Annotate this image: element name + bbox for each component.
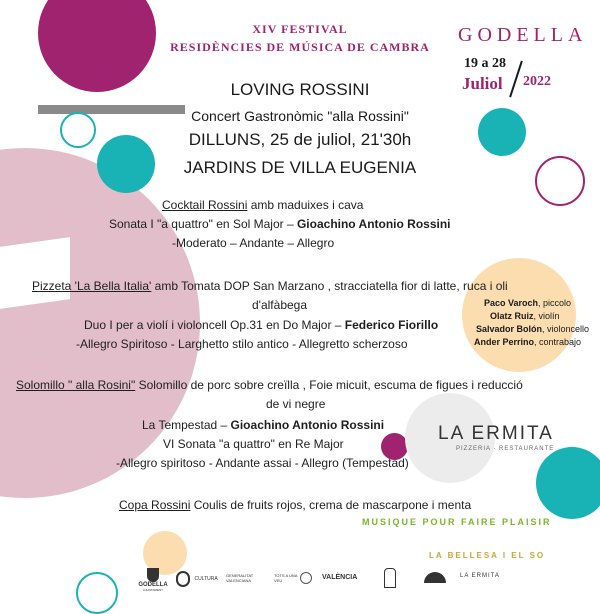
performer-3: Salvador Bolón, violoncello: [476, 324, 590, 334]
performer-4: Ander Perrino, contrabajo: [474, 337, 582, 347]
performer-1: Paco Varoch, piccolo: [484, 298, 572, 308]
course3-dish: Solomillo " alla Rosini": [16, 378, 136, 392]
festival-edition: XIV FESTIVAL: [252, 22, 348, 36]
restaurant-name: LA ERMITA: [438, 423, 554, 444]
white-stripe: [0, 237, 70, 309]
event-datetime: DILLUNS, 25 de juliol, 21'30h: [188, 130, 412, 149]
sponsor-figure-icon: [384, 568, 396, 588]
course1-dish: Cocktail Rossini: [162, 198, 248, 212]
sponsor-ermita: LA ERMITA: [460, 573, 500, 579]
course3-dish-desc: Solomillo de porc sobre creïlla , Foie micuit, escuma de figues i reducció: [135, 378, 523, 392]
course1-movements: -Moderato – Andante – Allegro: [172, 236, 335, 250]
course2-movements: -Allegro Spiritoso - Larghetto stilo antico - Allegretto scherzoso: [76, 337, 408, 351]
city-name: GODELLA: [458, 24, 588, 46]
course3-dish-line: [16, 378, 523, 393]
course3-composer: Gioachino Antonio Rossini: [230, 418, 385, 432]
course1-dish-line: [162, 198, 363, 213]
performers-list: [466, 297, 594, 349]
teal-ring-bottom: [76, 572, 118, 614]
cultura-logo-icon: [176, 571, 190, 587]
course3-piece1-line: [142, 418, 384, 433]
godella-shield-icon: [147, 568, 159, 582]
sponsor-cultura: CULTURA: [176, 570, 218, 588]
course3-dish-desc2: de vi negre: [266, 397, 326, 411]
teal-circle-bottom-right: [536, 447, 600, 519]
course2-dish-desc2: d'alfàbega: [252, 298, 308, 312]
course4-dish-desc: Coulis de fruits rojos, crema de mascarpone i menta: [190, 498, 472, 512]
course2-dish-desc: amb Tomata DOP San Marzano , stracciatella fior di latte, ruca i oli: [151, 279, 508, 293]
event-title: LOVING ROSSINI: [230, 80, 370, 99]
ensemble-name: MUSIQUE POUR FAIRE PLAISIR: [362, 517, 552, 527]
course3-piece1: La Tempestad –: [142, 418, 231, 432]
sponsor-generalitat: GENERALITAT VALENCIANA: [226, 573, 254, 583]
festival-month: Juliol: [462, 74, 503, 93]
course4-dish: Copa Rossini: [119, 498, 191, 512]
course2-dish-line: [32, 279, 508, 294]
course2-piece: Duo I per a violí i violoncell Op.31 en Do Major –: [84, 318, 345, 332]
course1-composer: Gioachino Antonio Rossini: [296, 217, 451, 231]
sponsor-circle-icon: [300, 572, 312, 584]
course3-movements: -Allegro spiritoso - Andante assai - Allegro (Tempestad): [116, 456, 409, 470]
sponsor-totsalt: TOTS A UNA VEU: [274, 573, 298, 583]
course3-piece2: VI Sonata "a quattro" en Re Major: [163, 437, 344, 451]
performer-2: Olatz Ruiz, violín: [490, 311, 560, 321]
course2-piece-line: [84, 318, 438, 333]
course4-dish-line: [119, 498, 471, 513]
event-subtitle: Concert Gastronòmic "alla Rossini": [191, 108, 409, 124]
restaurant-tagline: PIZZERIA · RESTAURANTE: [456, 446, 555, 452]
festival-dates: 19 a 28: [464, 56, 506, 71]
sponsor-valencia: VALÈNCIA: [322, 574, 358, 581]
sponsor-dome-icon: [424, 572, 446, 583]
course1-piece: Sonata I "a quattro" en Sol Major –: [109, 217, 297, 231]
festival-year: 2022: [523, 74, 551, 89]
course1-piece-line: [109, 217, 451, 232]
ensemble-tagline: LA BELLESA I EL SO: [429, 551, 546, 560]
course2-dish: Pizzeta 'La Bella Italia': [32, 279, 152, 293]
sponsor-godella: GODELLA AJUNTAMENT: [136, 568, 170, 592]
festival-name: RESIDÈNCIES DE MÚSICA DE CAMBRA: [170, 40, 430, 54]
event-venue: JARDINS DE VILLA EUGENIA: [183, 158, 417, 177]
course1-dish-desc: amb maduixes i cava: [247, 198, 364, 212]
course2-composer: Federico Fiorillo: [344, 318, 439, 332]
